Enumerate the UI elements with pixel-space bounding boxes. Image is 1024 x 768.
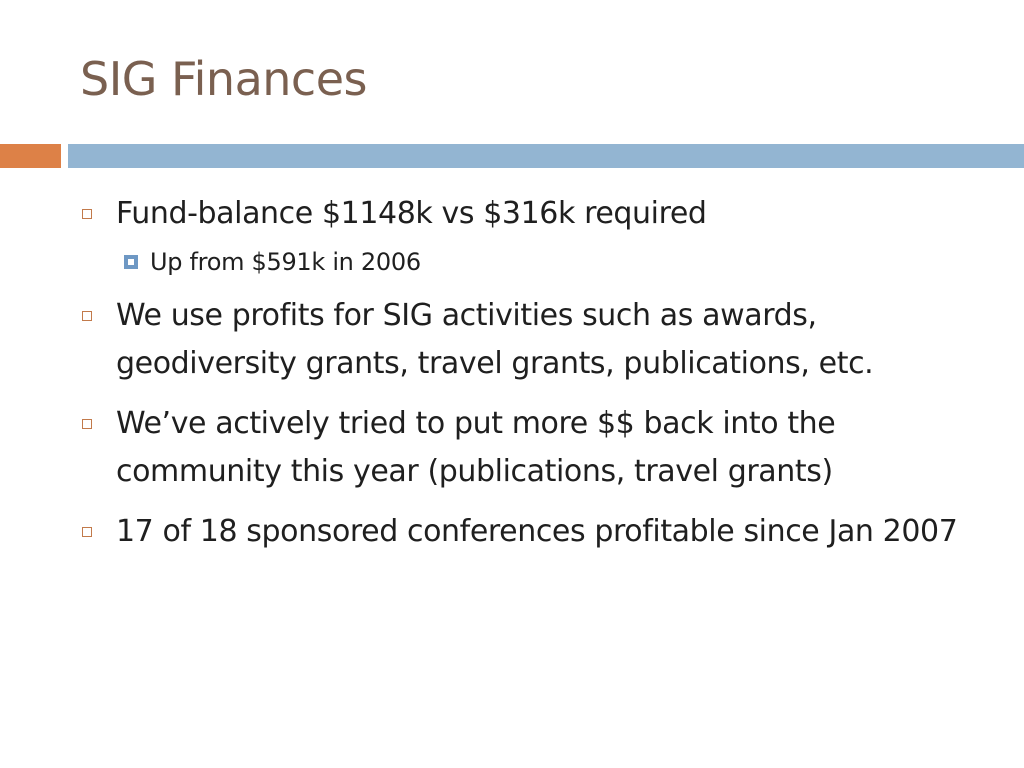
bullet-text: We use profits for SIG activities such as awards, geodiversity grants, travel grants, publications, etc. [116, 298, 874, 381]
bullet-item [80, 190, 980, 238]
bullet-item [80, 400, 980, 496]
bullet-list [80, 190, 980, 556]
bullet-text: We’ve actively tried to put more $$ back into the community this year (publications, travel grants) [116, 406, 836, 489]
accent-bar-blue [68, 144, 1024, 168]
bullet-item [80, 292, 980, 388]
sub-bullet-item [80, 244, 980, 280]
bullet-text: Fund-balance $1148k vs $316k required [116, 196, 707, 231]
accent-bar-orange [0, 144, 61, 168]
bullet-item [80, 508, 980, 556]
hollow-square-bullet-icon [82, 527, 92, 537]
hollow-square-bullet-icon [82, 419, 92, 429]
bullet-text: 17 of 18 sponsored conferences profitable since Jan 2007 [116, 514, 958, 549]
sub-bullet-text: Up from $591k in 2006 [150, 248, 421, 276]
slide-title: SIG Finances [80, 52, 367, 106]
hollow-square-bullet-icon [82, 209, 92, 219]
hollow-square-bullet-icon [82, 311, 92, 321]
filled-square-bullet-icon [124, 255, 138, 269]
